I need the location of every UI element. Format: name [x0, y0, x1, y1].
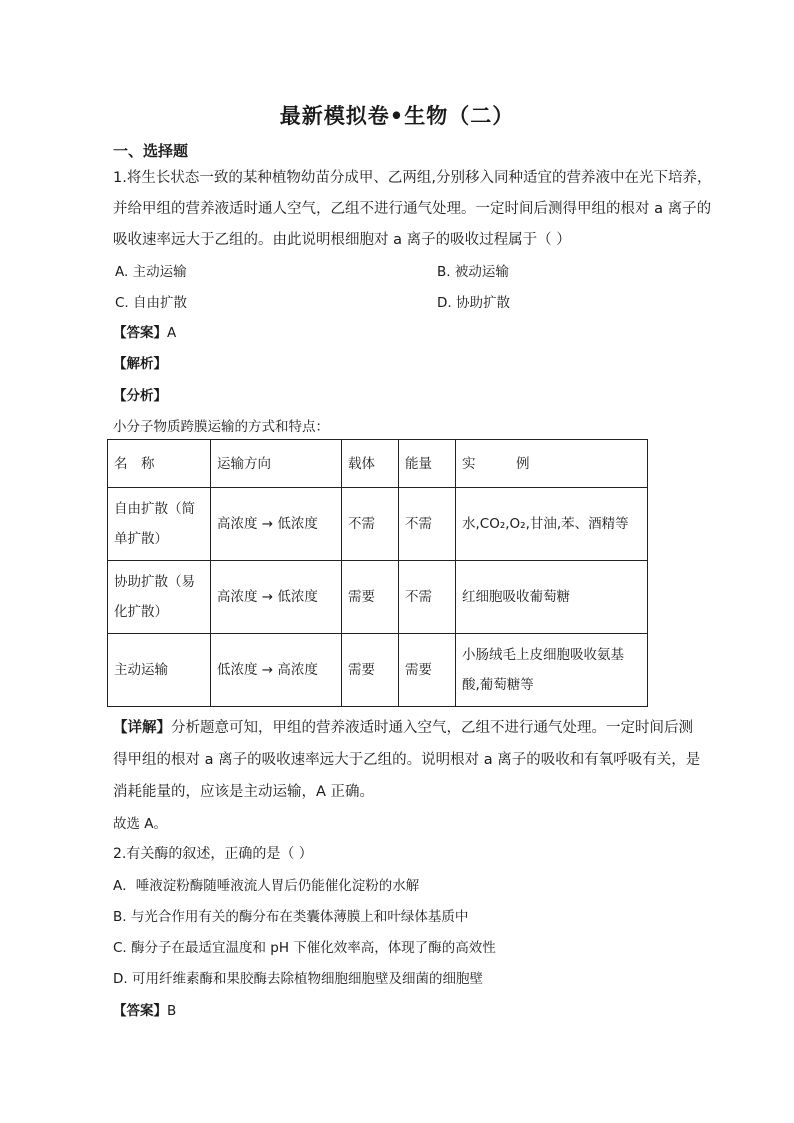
table-cell: 不需	[399, 561, 456, 634]
detail-text: 分析题意可知，甲组的营养液适时通入空气，乙组不进行通气处理。一定时间后测	[171, 720, 693, 736]
q2-option-a: A．唾液淀粉酶随唾液流人胃后仍能催化淀粉的水解	[113, 878, 420, 894]
table-cell: 低浓度 → 高浓度	[211, 634, 342, 707]
table-cell: 不需	[399, 488, 456, 561]
detail-line	[113, 716, 693, 737]
table-cell: 高浓度 → 低浓度	[211, 488, 342, 561]
table-cell: 需要	[342, 561, 399, 634]
table-cell: 高浓度 → 低浓度	[211, 561, 342, 634]
q1-option-a: A. 主动运输	[115, 264, 187, 280]
q1-answer	[113, 321, 176, 341]
q2-option-b: B. 与光合作用有关的酶分布在类囊体薄膜上和叶绿体基质中	[113, 909, 469, 925]
detail-line: 消耗能量的，应该是主动运输，A 正确。	[113, 784, 375, 800]
page-title: 最新模拟卷•生物（二）	[279, 103, 515, 128]
table-cell: 小肠绒毛上皮细胞吸收氨基酸,葡萄糖等	[456, 634, 648, 707]
q1-stem-line: 并给甲组的营养液适时通人空气，乙组不进行通气处理。一定时间后测得甲组的根对 a 离子的	[113, 201, 712, 217]
table-cell: 红细胞吸收葡萄糖	[456, 561, 648, 634]
q2-option-d: D. 可用纤维素酶和果胶酶去除植物细胞细胞壁及细菌的细胞壁	[113, 971, 483, 987]
table-header-row	[108, 440, 648, 488]
q1-option-d: D. 协助扩散	[437, 295, 510, 311]
section-heading: 一、选择题	[113, 142, 189, 160]
q1-stem-line: 吸收速率远大于乙组的。由此说明根细胞对 a 离子的吸收过程属于（ ）	[113, 232, 571, 248]
q1-conclusion: 故选 A。	[113, 816, 168, 832]
table-header-cell: 名 称	[108, 440, 211, 488]
table-cell: 自由扩散（简单扩散）	[108, 488, 211, 561]
table-cell: 不需	[342, 488, 399, 561]
table-row	[108, 488, 648, 561]
table-header-cell: 能量	[399, 440, 456, 488]
q1-option-c: C. 自由扩散	[115, 295, 188, 311]
answer-value: A	[167, 325, 177, 341]
table-header-cell: 载体	[342, 440, 399, 488]
q1-option-b: B. 被动运输	[437, 264, 509, 280]
table-intro: 小分子物质跨膜运输的方式和特点：	[113, 419, 329, 435]
q2-option-c: C. 酶分子在最适宜温度和 pH 下催化效率高，体现了酶的高效性	[113, 940, 496, 956]
answer-value: B	[167, 1003, 177, 1019]
table-cell: 需要	[342, 634, 399, 707]
table-cell: 协助扩散（易化扩散）	[108, 561, 211, 634]
table-header-cell: 运输方向	[211, 440, 342, 488]
q2-stem: 2.有关酶的叙述，正确的是（ ）	[113, 846, 313, 862]
answer-tag: 【答案】	[113, 325, 167, 341]
analysis-tag: 【解析】	[113, 356, 167, 372]
table-row	[108, 634, 648, 707]
table-cell: 需要	[399, 634, 456, 707]
transport-table	[107, 439, 648, 707]
q2-answer	[113, 999, 176, 1019]
detail-tag: 【详解】	[113, 720, 171, 736]
table-row	[108, 561, 648, 634]
detail-line: 得甲组的根对 a 离子的吸收速率远大于乙组的。说明根对 a 离子的吸收和有氧呼吸有关，是	[113, 752, 701, 768]
answer-tag: 【答案】	[113, 1003, 167, 1019]
q1-stem-line: 1.将生长状态一致的某种植物幼苗分成甲、乙两组,分别移入同种适宜的营养液中在光下培养，	[113, 170, 712, 186]
table-header-cell: 实 例	[456, 440, 648, 488]
table-cell: 主动运输	[108, 634, 211, 707]
analysis-sub-tag: 【分析】	[113, 388, 167, 404]
table-cell: 水,CO₂,O₂,甘油,苯、酒精等	[456, 488, 648, 561]
